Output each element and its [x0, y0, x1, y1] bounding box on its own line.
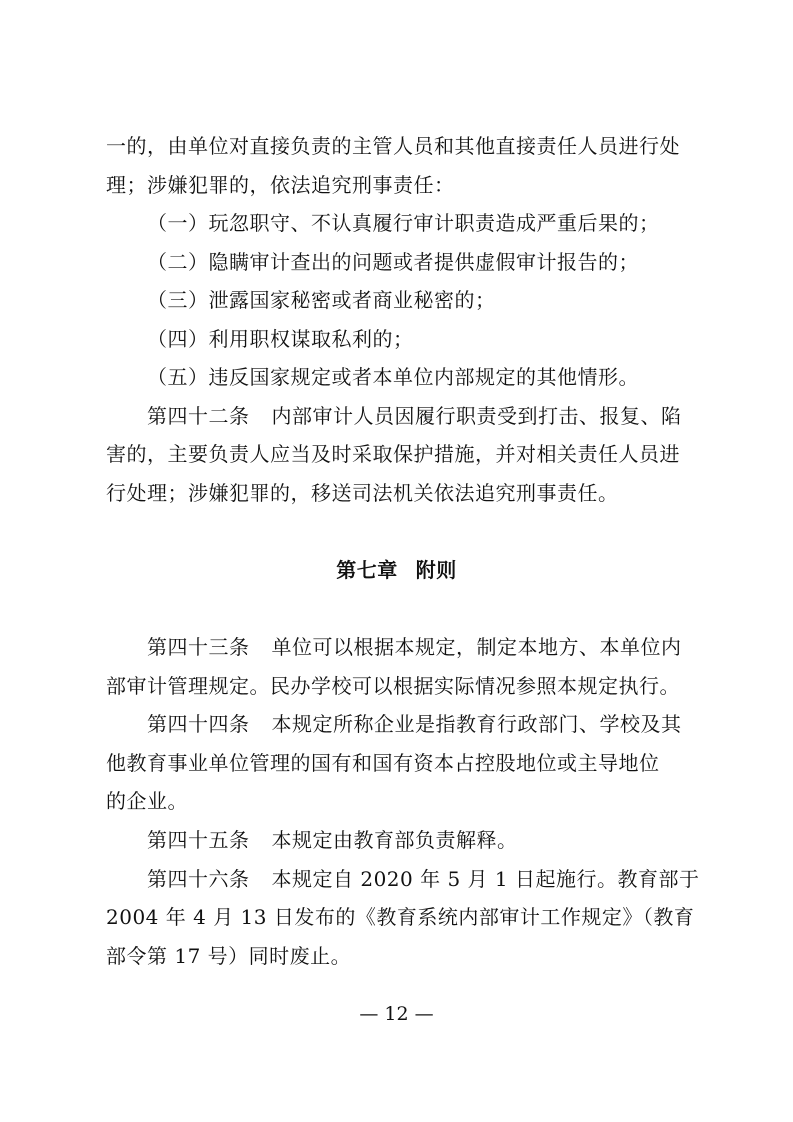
body-text-line: 理；涉嫌犯罪的，依法追究刑事责任：	[106, 173, 455, 197]
body-text-line: 部令第 17 号）同时废止。	[106, 944, 352, 968]
body-text-line: 害的，主要负责人应当及时采取保护措施，并对相关责任人员进	[106, 442, 680, 466]
article-text: 本规定所称企业是指教育行政部门、学校及其	[271, 712, 682, 736]
body-text-line: 的企业。	[106, 789, 188, 813]
chapter-title: 附则	[415, 558, 457, 582]
article-text: 内部审计人员因履行职责受到打击、报复、陷	[271, 404, 682, 428]
chapter-heading	[0, 557, 793, 583]
body-text-line: 一的，由单位对直接负责的主管人员和其他直接责任人员进行处	[106, 134, 680, 158]
article-label: 第四十六条	[147, 867, 250, 891]
article-text: 本规定由教育部负责解释。	[271, 828, 518, 852]
chapter-number: 第七章	[336, 558, 398, 582]
article-45	[147, 827, 518, 853]
list-item: （五）违反国家规定或者本单位内部规定的其他情形。	[147, 365, 639, 389]
list-item: （四）利用职权谋取私利的；	[147, 327, 414, 351]
article-text: 单位可以根据本规定，制定本地方、本单位内	[271, 635, 682, 659]
list-item: （一）玩忽职守、不认真履行审计职责造成严重后果的；	[147, 211, 660, 235]
article-46	[147, 866, 700, 892]
article-text: 本规定自 2020 年 5 月 1 日起施行。教育部于	[271, 867, 700, 891]
list-item: （三）泄露国家秘密或者商业秘密的；	[147, 288, 496, 312]
article-43	[147, 634, 682, 660]
body-text-line: 他教育事业单位管理的国有和国有资本占控股地位或主导地位	[106, 751, 660, 775]
body-text-line: 2004 年 4 月 13 日发布的《教育系统内部审计工作规定》（教育	[106, 905, 695, 929]
list-item: （二）隐瞒审计查出的问题或者提供虚假审计报告的；	[147, 250, 639, 274]
page-number: — 12 —	[359, 1003, 434, 1025]
body-text-line: 部审计管理规定。民办学校可以根据实际情况参照本规定执行。	[106, 674, 680, 698]
article-label: 第四十二条	[147, 404, 250, 428]
article-label: 第四十五条	[147, 828, 250, 852]
article-44	[147, 711, 682, 737]
article-42	[147, 403, 682, 429]
body-text-line: 行处理；涉嫌犯罪的，移送司法机关依法追究刑事责任。	[106, 481, 619, 505]
article-label: 第四十三条	[147, 635, 250, 659]
article-label: 第四十四条	[147, 712, 250, 736]
